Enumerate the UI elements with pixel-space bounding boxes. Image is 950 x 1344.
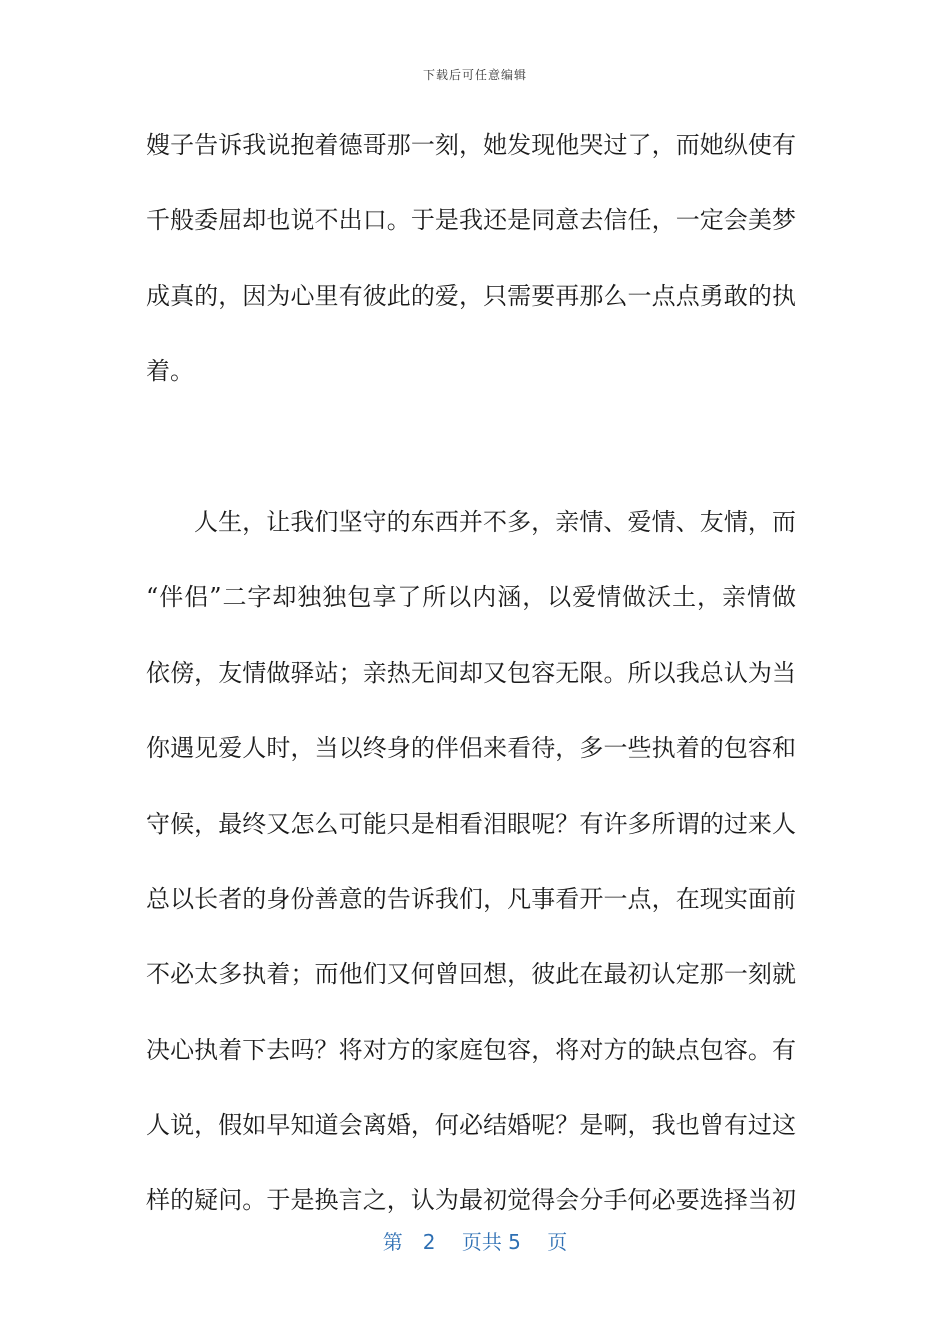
text-line: 嫂子告诉我说抱着德哥那一刻，她发现他哭过了，而她纵使有 (146, 131, 796, 159)
text-line: 千般委屈却也说不出口。于是我还是同意去信任，一定会美梦 (146, 206, 796, 235)
text-line: 守候，最终又怎么可能只是相看泪眼呢？有许多所谓的过来人 (146, 809, 796, 838)
text-line: 依傍，友情做驿站；亲热无间却又包容无限。所以我总认为当 (146, 658, 796, 687)
text-line: 着。 (146, 357, 194, 386)
text-line: 人说，假如早知道会离婚，何必结婚呢？是啊，我也曾有过这 (146, 1111, 796, 1140)
text-line: 总以长者的身份善意的告诉我们，凡事看开一点，在现实面前 (146, 884, 796, 913)
document-body (146, 125, 796, 1256)
paragraph-gap (146, 427, 796, 502)
text-line: 样的疑问。于是换言之，认为最初觉得会分手何必要选择当初 (146, 1186, 796, 1215)
text-line: 成真的，因为心里有彼此的爱，只需要再那么一点点勇敢的执 (146, 281, 796, 310)
text-line: 人生，让我们坚守的东西并不多，亲情、爱情、友情，而 (194, 507, 796, 536)
page-header: 下载后可任意编辑 (422, 68, 527, 82)
text-line: 你遇见爱人时，当以终身的伴侣来看待，多一些执着的包容和 (146, 734, 796, 763)
text-line: 不必太多执着；而他们又何曾回想，彼此在最初认定那一刻就 (146, 960, 796, 989)
text-line: 决心执着下去吗？将对方的家庭包容，将对方的缺点包容。有 (146, 1035, 796, 1064)
text-line: “伴侣”二字却独独包享了所以内涵，以爱情做沃土，亲情做 (146, 583, 796, 612)
page-number-footer: 第 2 页共 5 页 (382, 1230, 568, 1254)
